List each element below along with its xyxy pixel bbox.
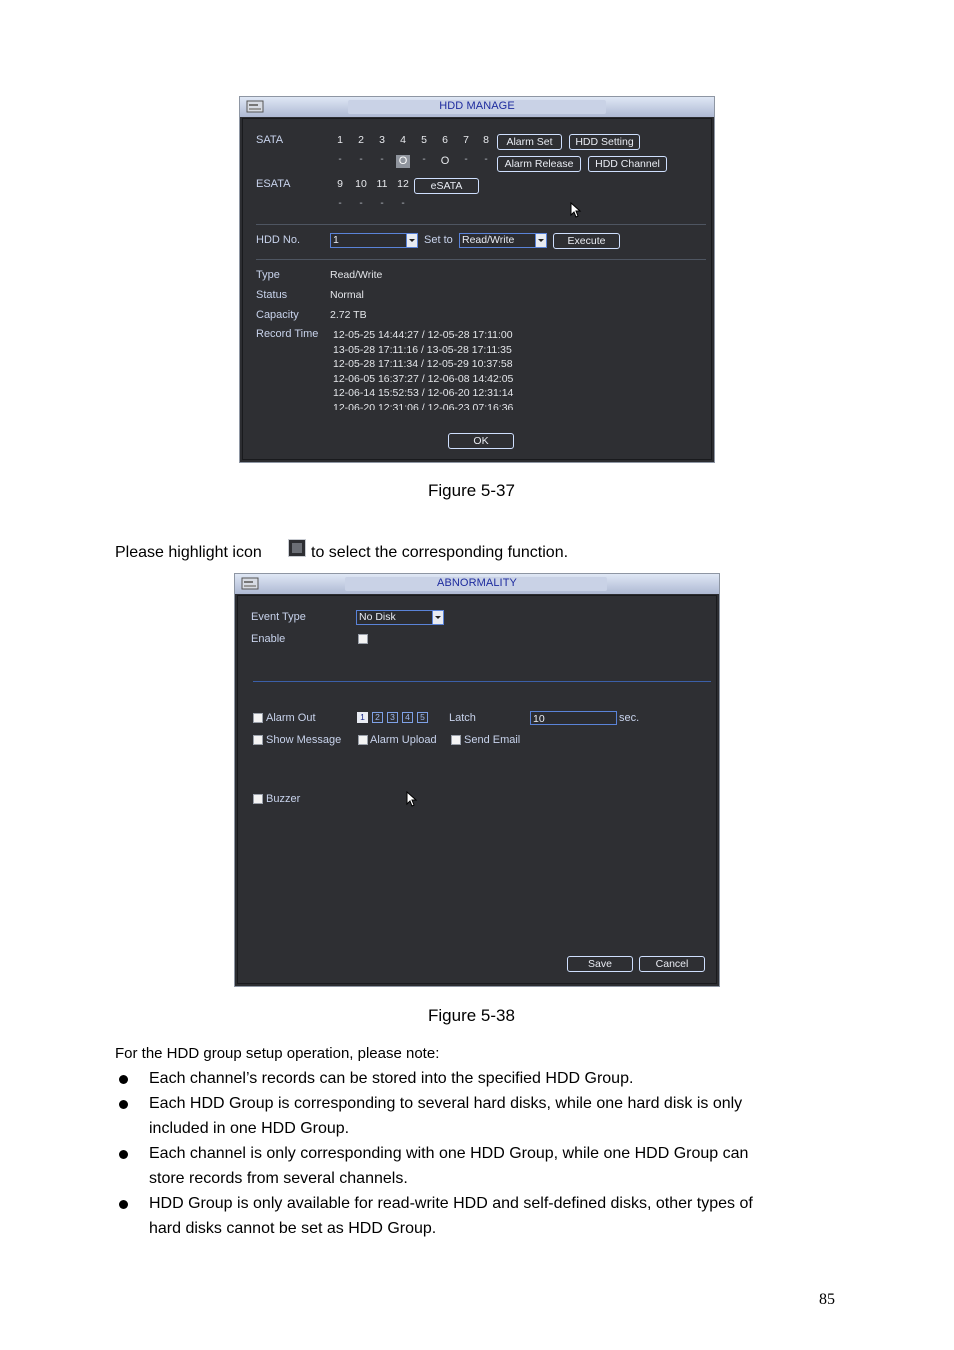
esata-disk-empty[interactable]: - (401, 198, 405, 209)
sata-port-number: 7 (463, 134, 469, 146)
sata-disk-empty[interactable]: - (338, 154, 342, 165)
record-time-list (333, 329, 633, 410)
type-value: Read/Write (330, 269, 383, 281)
esata-port-number: 10 (355, 178, 367, 190)
highlight-square-icon (288, 539, 306, 557)
bullet-icon (119, 1100, 128, 1109)
sata-port-number: 2 (358, 134, 364, 146)
sata-disk-empty[interactable]: - (464, 154, 468, 165)
bullet-icon (119, 1075, 128, 1084)
sata-port-number: 1 (337, 134, 343, 146)
alarm-out-label: Alarm Out (266, 712, 316, 724)
save-button[interactable]: Save (567, 956, 633, 972)
esata-disk-empty[interactable]: - (380, 198, 384, 209)
alarm-upload-checkbox[interactable] (358, 735, 368, 745)
buzzer-checkbox[interactable] (253, 794, 263, 804)
sata-port-number: 5 (421, 134, 427, 146)
abnormality-titlebar (235, 574, 719, 594)
cancel-button[interactable]: Cancel (639, 956, 705, 972)
alarm-out-channel-2[interactable]: 2 (372, 712, 383, 723)
chevron-down-icon[interactable] (406, 234, 417, 247)
alarm-out-channel-4[interactable]: 4 (402, 712, 413, 723)
hdd-channel-button[interactable]: HDD Channel (588, 156, 667, 172)
event-type-select[interactable]: No Disk (356, 610, 444, 625)
buzzer-label: Buzzer (266, 793, 301, 805)
chevron-down-icon[interactable] (535, 234, 546, 247)
alarm-release-button[interactable]: Alarm Release (497, 156, 581, 172)
set-to-label: Set to (424, 234, 453, 246)
esata-port-number: 9 (337, 178, 343, 190)
alarm-out-channel-3[interactable]: 3 (387, 712, 398, 723)
bullet-icon (119, 1200, 128, 1209)
separator (256, 259, 706, 260)
alarm-set-button[interactable]: Alarm Set (497, 134, 562, 150)
sata-disk-empty[interactable]: - (484, 154, 488, 165)
bullet-text: included in one HDD Group. (149, 1120, 350, 1137)
abnormality-title: ABNORMALITY (437, 577, 517, 589)
separator (256, 224, 706, 225)
alarm-out-checkbox[interactable] (253, 713, 263, 723)
sata-port-number: 3 (379, 134, 385, 146)
bullet-text: store records from several channels. (149, 1170, 408, 1187)
mouse-cursor-icon (406, 791, 418, 807)
mouse-cursor-icon (570, 202, 582, 218)
highlight-text-before: Please highlight icon (115, 544, 262, 561)
status-value: Normal (330, 289, 364, 301)
show-message-label: Show Message (266, 734, 342, 746)
esata-port-number: 11 (376, 178, 388, 190)
hdd-no-select[interactable]: 1 (330, 233, 418, 248)
send-email-label: Send Email (464, 734, 521, 746)
hdd-setting-button[interactable]: HDD Setting (569, 134, 640, 150)
type-label: Type (256, 269, 280, 281)
bullet-text: Each HDD Group is corresponding to several hard disks, while one hard disk is only (149, 1095, 743, 1112)
abnormality-body (237, 595, 717, 984)
record-time-entry: 12-05-25 14:44:27 / 12-05-28 17:11:00 (333, 329, 513, 341)
sata-port-number: 6 (442, 134, 448, 146)
record-time-entry: 13-05-28 17:11:16 / 13-05-28 17:11:35 (333, 343, 512, 356)
esata-disk-empty[interactable]: - (359, 198, 363, 209)
hdd-manage-title: HDD MANAGE (439, 100, 515, 112)
bullet-text: HDD Group is only available for read-write HDD and self-defined disks, other types of (149, 1195, 753, 1212)
abnormality-window (234, 573, 720, 987)
bullet-text: Each channel’s records can be stored into the specified HDD Group. (149, 1070, 634, 1087)
sata-port-number: 4 (400, 134, 406, 146)
hdd-manage-window (239, 96, 715, 463)
sata-disk-empty[interactable]: - (422, 154, 426, 165)
enable-label: Enable (251, 633, 286, 645)
hdd-no-label: HDD No. (256, 234, 301, 246)
esata-disk-empty[interactable]: - (338, 198, 342, 209)
record-time-label: Record Time (256, 328, 319, 340)
enable-checkbox[interactable] (358, 634, 368, 644)
hdd-manage-titlebar (240, 97, 714, 117)
record-time-entry: 12-06-05 16:37:27 / 12-06-08 14:42:05 (333, 372, 514, 385)
sata-disk-present-icon[interactable]: O (440, 155, 450, 167)
latch-input[interactable]: 10 (530, 711, 617, 725)
sata-disk-present-icon[interactable]: O (396, 155, 410, 168)
capacity-label: Capacity (256, 309, 299, 321)
execute-button[interactable]: Execute (553, 233, 620, 249)
record-time-entry: 12-06-14 15:52:53 / 12-06-20 12:31:14 (333, 387, 514, 400)
figure-5-38-caption: Figure 5-38 (428, 1006, 515, 1025)
separator (253, 681, 711, 682)
esata-button[interactable]: eSATA (414, 178, 479, 194)
record-time-entry: 12-06-20 12:31:06 / 12-06-23 07:16:36 (333, 402, 514, 410)
bullet-text: Each channel is only corresponding with one HDD Group, while one HDD Group can (149, 1145, 749, 1162)
esata-port-number: 12 (397, 178, 409, 190)
chevron-down-icon[interactable] (432, 611, 443, 624)
bullet-text: hard disks cannot be set as HDD Group. (149, 1220, 437, 1237)
event-type-label: Event Type (251, 611, 306, 623)
sec-label: sec. (619, 712, 640, 724)
alarm-out-channel-5[interactable]: 5 (417, 712, 428, 723)
alarm-upload-label: Alarm Upload (370, 734, 437, 746)
latch-label: Latch (449, 712, 476, 724)
set-to-select[interactable]: Read/Write (459, 233, 547, 248)
sata-label: SATA (256, 134, 284, 146)
esata-label: ESATA (256, 178, 291, 190)
status-label: Status (256, 289, 288, 301)
sata-disk-empty[interactable]: - (359, 154, 363, 165)
sata-disk-empty[interactable]: - (380, 154, 384, 165)
sata-port-number: 8 (483, 134, 489, 146)
highlight-text-after: to select the corresponding function. (311, 544, 569, 561)
record-time-entry: 12-05-28 17:11:34 / 12-05-29 10:37:58 (333, 358, 513, 371)
show-message-checkbox[interactable] (253, 735, 263, 745)
figure-5-37-caption: Figure 5-37 (428, 481, 515, 500)
send-email-checkbox[interactable] (451, 735, 461, 745)
alarm-out-channel-1[interactable]: 1 (357, 712, 368, 723)
ok-button[interactable]: OK (448, 433, 514, 449)
note-intro: For the HDD group setup operation, please note: (115, 1045, 440, 1062)
capacity-value: 2.72 TB (330, 309, 367, 321)
page-number: 85 (819, 1291, 835, 1308)
bullet-icon (119, 1150, 128, 1159)
hdd-manage-body (242, 118, 712, 460)
